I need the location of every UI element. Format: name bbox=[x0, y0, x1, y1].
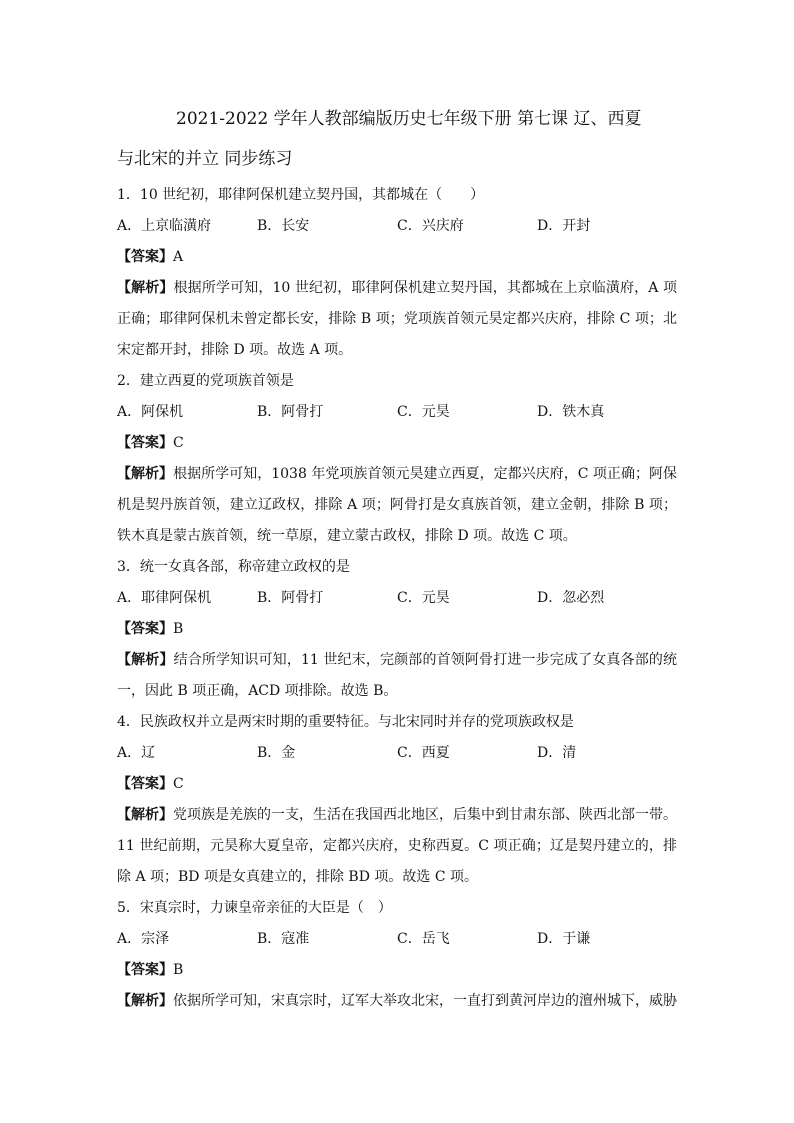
question-options bbox=[117, 583, 677, 614]
analysis-paragraph bbox=[117, 986, 677, 1017]
answer-line bbox=[117, 614, 677, 645]
option-b: B．金 bbox=[257, 745, 296, 761]
option-d: D．铁木真 bbox=[537, 404, 605, 420]
option-a: A．上京临潢府 bbox=[117, 218, 212, 234]
option-a: A．耶律阿保机 bbox=[117, 590, 212, 606]
analysis-text: 依据所学可知，宋真宗时，辽军大举攻北宋，一直打到黄河岸边的澶州城下，威胁 bbox=[173, 993, 677, 1009]
option-d: D．清 bbox=[537, 745, 577, 761]
question-stem: 3．统一女真各部，称帝建立政权的是 bbox=[117, 559, 350, 575]
question-2 bbox=[117, 366, 677, 552]
answer-value: B bbox=[173, 962, 184, 978]
answer-value: B bbox=[173, 621, 184, 637]
analysis-text: 党项族是羌族的一支，生活在我国西北地区，后集中到甘肃东部、陕西北部一带。11 世纪前期，元昊称大夏皇帝，定都兴庆府，史称西夏。C 项正确；辽是契丹建立的，排除 A 项；BD 项是女真建立的，排除 BD 项。故选 C 项。 bbox=[117, 807, 677, 885]
option-d: D．于谦 bbox=[537, 931, 591, 947]
question-4 bbox=[117, 707, 677, 893]
option-c: C．元昊 bbox=[397, 590, 450, 606]
option-c: C．西夏 bbox=[397, 745, 450, 761]
option-a: A．宗泽 bbox=[117, 931, 170, 947]
answer-line bbox=[117, 769, 677, 800]
question-1 bbox=[117, 180, 677, 366]
analysis-paragraph bbox=[117, 273, 677, 366]
option-c: C．兴庆府 bbox=[397, 218, 464, 234]
option-b: B．阿骨打 bbox=[257, 590, 324, 606]
answer-tag: 【答案】 bbox=[117, 962, 173, 978]
question-options bbox=[117, 211, 677, 242]
answer-line bbox=[117, 242, 677, 273]
analysis-text: 根据所学可知，1038 年党项族首领元昊建立西夏，定都兴庆府，C 项正确；阿保机是契丹族首领，建立辽政权，排除 A 项；阿骨打是女真族首领，建立金朝，排除 B 项；铁木真是蒙古族首领，统一草原，建立蒙古政权，排除 D 项。故选 C 项。 bbox=[117, 466, 678, 544]
analysis-tag: 【解析】 bbox=[117, 993, 173, 1009]
answer-line bbox=[117, 428, 677, 459]
answer-value: C bbox=[173, 776, 184, 792]
question-5 bbox=[117, 893, 677, 1017]
question-options bbox=[117, 738, 677, 769]
analysis-tag: 【解析】 bbox=[117, 466, 174, 482]
answer-tag: 【答案】 bbox=[117, 249, 173, 265]
answer-value: A bbox=[173, 249, 184, 265]
question-stem: 1．10 世纪初，耶律阿保机建立契丹国，其都城在（ ） bbox=[117, 187, 485, 203]
option-b: B．长安 bbox=[257, 218, 310, 234]
analysis-tag: 【解析】 bbox=[117, 807, 173, 823]
analysis-tag: 【解析】 bbox=[117, 280, 174, 296]
option-c: C．元昊 bbox=[397, 404, 450, 420]
question-stem: 4．民族政权并立是两宋时期的重要特征。与北宋同时并存的党项族政权是 bbox=[117, 714, 574, 730]
document-title-line-2: 与北宋的并立 同步练习 bbox=[117, 149, 293, 169]
question-options bbox=[117, 397, 677, 428]
option-d: D．开封 bbox=[537, 218, 591, 234]
option-d: D．忽必烈 bbox=[537, 590, 605, 606]
question-stem: 2．建立西夏的党项族首领是 bbox=[117, 373, 294, 389]
analysis-text: 根据所学可知，10 世纪初，耶律阿保机建立契丹国，其都城在上京临潢府，A 项正确；耶律阿保机未曾定都长安，排除 B 项；党项族首领元昊定都兴庆府，排除 C 项；北宋定都开封，排除 D 项。故选 A 项。 bbox=[117, 280, 677, 358]
answer-tag: 【答案】 bbox=[117, 621, 173, 637]
analysis-paragraph bbox=[117, 459, 677, 552]
analysis-paragraph bbox=[117, 645, 677, 707]
option-b: B．阿骨打 bbox=[257, 404, 324, 420]
answer-tag: 【答案】 bbox=[117, 435, 173, 451]
question-stem: 5．宋真宗时，力谏皇帝亲征的大臣是（ ） bbox=[117, 900, 392, 916]
answer-value: C bbox=[173, 435, 184, 451]
question-3 bbox=[117, 552, 677, 707]
option-c: C．岳飞 bbox=[397, 931, 450, 947]
option-a: A．辽 bbox=[117, 745, 156, 761]
analysis-tag: 【解析】 bbox=[117, 652, 174, 668]
answer-line bbox=[117, 955, 677, 986]
option-b: B．寇准 bbox=[257, 931, 310, 947]
analysis-text: 结合所学知识可知，11 世纪末，完颜部的首领阿骨打进一步完成了女真各部的统一，因此 B 项正确，ACD 项排除。故选 B。 bbox=[117, 652, 678, 699]
question-options bbox=[117, 924, 677, 955]
option-a: A．阿保机 bbox=[117, 404, 184, 420]
answer-tag: 【答案】 bbox=[117, 776, 173, 792]
document-content bbox=[117, 102, 677, 1017]
document-title-line-1: 2021-2022 学年人教部编版历史七年级下册 第七课 辽、西夏 bbox=[176, 109, 642, 129]
analysis-paragraph bbox=[117, 800, 677, 893]
